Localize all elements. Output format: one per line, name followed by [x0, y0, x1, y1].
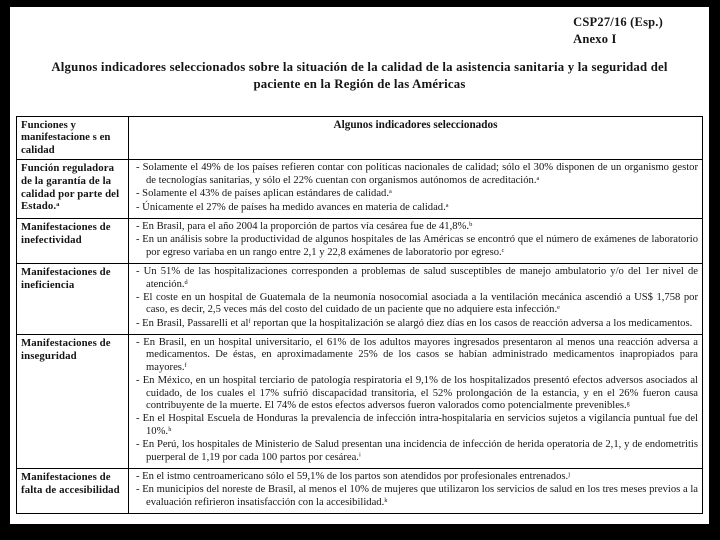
row-label: Función reguladora de la garantía de la calidad por parte del Estado.ᵃ — [17, 160, 129, 219]
row-indicators — [129, 469, 703, 514]
table-row — [17, 218, 703, 263]
table-row — [17, 160, 703, 219]
row-indicators — [129, 160, 703, 219]
row-indicators — [129, 218, 703, 263]
doc-reference — [573, 14, 663, 48]
indicator-item: - En Brasil, Passarelli et alᶠ reportan que la hospitalización se alargó diez días en los casos de reacción adversa a los medicamentos. — [136, 317, 693, 329]
table-row — [17, 264, 703, 335]
doc-reference-number: CSP27/16 (Esp.) — [573, 15, 663, 29]
indicator-item: - Solamente el 43% de países aplican estándares de calidad.ᵃ — [136, 188, 392, 200]
row-label: Manifestaciones de inefectividad — [17, 218, 129, 263]
table-row — [17, 469, 703, 514]
row-indicators — [129, 335, 703, 469]
table-row — [17, 335, 703, 469]
table-header-row — [17, 116, 703, 160]
doc-annex-label: Anexo I — [573, 31, 617, 46]
row-label: Manifestaciones de ineficiencia — [17, 264, 129, 335]
indicator-item: - Solamente el 49% de los países refieren contar con políticas nacionales de calidad; sólo el 30% disponen de un organismo gestor de tecnologías sanitarias, y sólo el 22% cuentan con organismos autónomos de acreditación.ᵃ — [136, 162, 698, 186]
indicator-item: - En municipios del noreste de Brasil, al menos el 10% de mujeres que utilizaron los servicios de salud en los tres meses previos a la evaluación refirieron insatisfacción con la accesibilidad.ᵏ — [136, 484, 698, 508]
page-title: Algunos indicadores seleccionados sobre la situación de la calidad de la asistencia sanitaria y la seguridad del paciente en la Región de las Américas — [51, 60, 668, 92]
row-label: Manifestaciones de inseguridad — [17, 335, 129, 469]
document-page — [9, 6, 710, 525]
row-label: Manifestaciones de falta de accesibilidad — [17, 469, 129, 514]
indicator-item: - En un análisis sobre la productividad de algunos hospitales de las Américas se encontró que el número de exámenes de laboratorio por egreso variaba en un rango entre 2,1 y 22,8 exámenes de laboratorio por egreso.ᶜ — [136, 234, 698, 258]
indicator-item: - En Brasil, para el año 2004 la proporción de partos vía cesárea fue de 41,8%.ᵇ — [136, 220, 473, 232]
indicator-item: - En Brasil, en un hospital universitario, el 61% de los adultos mayores ingresados presentaron al menos una reacción adversa a medicamentos. De éstas, en aproximadamente 25% de los casos se habían administrado medicamentos inapropiados para mayores.ᶠ — [136, 337, 698, 373]
indicator-item: - En el istmo centroamericano sólo el 59,1% de los partos son atendidos por profesionales entrenados.ʲ — [136, 471, 570, 482]
indicator-item: - El coste en un hospital de Guatemala de la neumonía nosocomial asociada a la ventilación mecánica ascendió a US$ 1,758 por caso, es decir, 2,5 veces más del costo del cuidado de un paciente que no adquiere esta infección.ᵉ — [136, 291, 698, 316]
row-indicators — [129, 264, 703, 335]
indicators-table — [16, 116, 703, 515]
indicator-item: - En el Hospital Escuela de Honduras la prevalencia de infección intra-hospitalaria en servicios sujetos a vigilancia puntual fue del 10%.ʰ — [136, 413, 698, 437]
indicator-item: - En México, en un hospital terciario de patología respiratoria el 9,1% de los hospitalizados presentó efectos adversos asociados al cuidado, de los cuales el 17% sufrió discapacidad transitoria, el 52% prolongación de la estancia, y en el 26% fueron causa contribuyente de la muerte. El 74% de estos efectos adversos fueron valorados como potencialmente prevenibles.ᵍ — [136, 375, 698, 412]
indicator-item: - En Perú, los hospitales de Ministerio de Salud presentan una incidencia de infección de herida operatoria de 2,1, y de endometritis puerperal de 1,19 por cada 100 partos por cesárea.ⁱ — [136, 439, 698, 463]
column-header-indicators: Algunos indicadores seleccionados — [129, 116, 703, 160]
indicator-item: - Únicamente el 27% de países ha medido avances en materia de calidad.ᵃ — [136, 201, 449, 213]
column-header-functions: Funciones y manifestacione s en calidad — [17, 116, 129, 160]
indicator-item: - Un 51% de las hospitalizaciones corresponden a problemas de salud susceptibles de manejo ambulatorio y/o del 1er nivel de atención.ᵈ — [136, 266, 698, 290]
